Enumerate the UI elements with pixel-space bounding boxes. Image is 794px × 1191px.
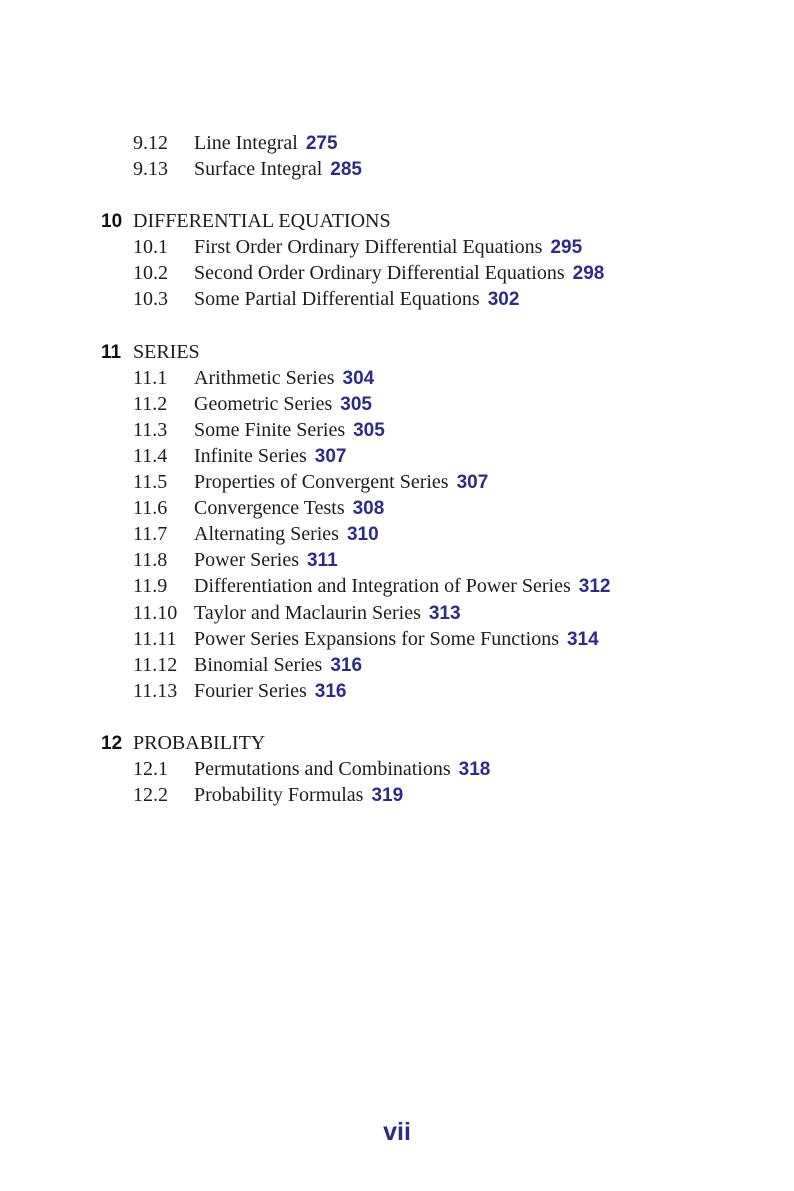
section-title-wrap (194, 445, 346, 468)
toc-entry[interactable] (0, 419, 794, 445)
toc-entry[interactable] (0, 628, 794, 654)
section-title-wrap (194, 680, 346, 703)
toc-entry[interactable] (0, 288, 794, 314)
toc-entry[interactable] (0, 654, 794, 680)
section-number: 11.2 (133, 392, 168, 415)
section-number: 11.8 (133, 549, 168, 572)
section-title-wrap (194, 497, 384, 520)
section-page-number[interactable]: 275 (305, 133, 338, 154)
chapter-heading[interactable] (0, 341, 794, 367)
section-title-wrap (194, 471, 488, 494)
section-title: Arithmetic Series (194, 366, 335, 389)
table-of-contents (0, 132, 794, 810)
section-number: 11.4 (133, 444, 168, 467)
section-title-wrap (194, 158, 362, 181)
section-title: Line Integral (194, 132, 298, 154)
section-page-number[interactable]: 298 (572, 263, 605, 285)
folio-page-number: vii (383, 1118, 411, 1146)
section-title-wrap (194, 575, 610, 598)
section-title: Fourier Series (194, 679, 307, 702)
section-page-number[interactable]: 318 (458, 758, 491, 780)
toc-entry[interactable] (0, 262, 794, 288)
section-title: Taylor and Maclaurin Series (194, 601, 421, 624)
section-page-number[interactable]: 308 (352, 498, 385, 520)
section-page-number[interactable]: 311 (306, 550, 338, 572)
toc-entry[interactable] (0, 523, 794, 549)
section-title: Infinite Series (194, 444, 307, 467)
chapter-heading[interactable] (0, 210, 794, 236)
chapter-title: SERIES (133, 340, 200, 363)
section-title: Alternating Series (194, 523, 339, 546)
toc-entry[interactable] (0, 575, 794, 601)
section-number: 12.2 (133, 784, 168, 807)
section-number: 12.1 (133, 757, 168, 780)
toc-entry[interactable] (0, 158, 794, 184)
section-title: First Order Ordinary Differential Equations (194, 236, 543, 259)
section-number: 11.1 (133, 366, 168, 389)
section-number: 11.7 (133, 523, 168, 546)
section-page-number[interactable]: 312 (578, 576, 611, 598)
chapter-number: 12 (101, 732, 123, 754)
section-number: 10.3 (133, 288, 168, 311)
section-title-wrap (194, 288, 519, 311)
section-title: Geometric Series (194, 392, 333, 415)
section-number: 11.9 (133, 575, 168, 598)
chapter-number: 11 (101, 341, 122, 363)
toc-entry[interactable] (0, 758, 794, 784)
section-title: Some Finite Series (194, 418, 346, 441)
section-title-wrap (194, 602, 461, 625)
section-number: 9.12 (133, 132, 168, 154)
section-page-number[interactable]: 285 (330, 159, 362, 181)
section-number: 11.11 (133, 627, 177, 650)
section-title-wrap (194, 419, 385, 442)
section-title-wrap (194, 549, 338, 572)
section-page-number[interactable]: 305 (353, 419, 385, 441)
section-title: Probability Formulas (194, 784, 364, 807)
section-page-number[interactable]: 319 (371, 785, 404, 807)
section-title-wrap (194, 262, 604, 285)
section-title-wrap (194, 628, 599, 651)
toc-entry[interactable] (0, 471, 794, 497)
section-title: Binomial Series (194, 653, 323, 676)
section-page-number[interactable]: 295 (550, 237, 583, 259)
toc-entry[interactable] (0, 680, 794, 706)
section-title-wrap (194, 523, 379, 546)
section-title: Convergence Tests (194, 497, 345, 520)
chapter-title: DIFFERENTIAL EQUATIONS (133, 210, 391, 233)
section-number: 10.2 (133, 262, 168, 285)
section-page-number[interactable]: 305 (340, 393, 372, 415)
section-page-number[interactable]: 316 (330, 654, 363, 676)
section-number: 11.13 (133, 679, 178, 702)
toc-entry[interactable] (0, 236, 794, 262)
section-page-number[interactable]: 314 (566, 628, 599, 650)
toc-entry[interactable] (0, 132, 794, 158)
section-page-number[interactable]: 302 (487, 289, 520, 311)
section-title: Surface Integral (194, 158, 323, 181)
toc-entry[interactable] (0, 393, 794, 419)
section-page-number[interactable]: 313 (428, 602, 461, 624)
section-title-wrap (194, 784, 403, 807)
toc-entry[interactable] (0, 497, 794, 523)
toc-entry[interactable] (0, 367, 794, 393)
section-number: 11.10 (133, 601, 178, 624)
toc-entry[interactable] (0, 784, 794, 810)
section-page-number[interactable]: 307 (314, 445, 347, 467)
section-title-wrap (194, 367, 374, 390)
section-title: Second Order Ordinary Differential Equations (194, 262, 565, 285)
toc-entry[interactable] (0, 445, 794, 471)
section-title: Power Series Expansions for Some Functions (194, 627, 559, 650)
chapter-title: PROBABILITY (133, 731, 266, 754)
section-title: Permutations and Combinations (194, 757, 451, 780)
toc-entry[interactable] (0, 602, 794, 628)
section-title-wrap (194, 236, 582, 259)
section-number: 11.5 (133, 471, 168, 494)
section-title-wrap (194, 654, 362, 677)
section-title: Power Series (194, 549, 299, 572)
section-page-number[interactable]: 316 (314, 680, 347, 702)
section-number: 10.1 (133, 236, 168, 259)
section-number: 11.3 (133, 418, 168, 441)
section-number: 11.12 (133, 653, 178, 676)
chapter-heading[interactable] (0, 732, 794, 758)
toc-entry[interactable] (0, 549, 794, 575)
section-title-wrap (194, 393, 372, 416)
section-page-number[interactable]: 310 (346, 524, 379, 546)
section-number: 9.13 (133, 158, 168, 181)
chapter-number: 10 (101, 211, 123, 233)
section-page-number[interactable]: 304 (342, 367, 375, 389)
section-number: 11.6 (133, 497, 168, 520)
section-title: Some Partial Differential Equations (194, 288, 480, 311)
section-title-wrap (194, 758, 490, 781)
section-title-wrap (194, 132, 338, 155)
section-title: Properties of Convergent Series (194, 471, 449, 494)
section-page-number[interactable]: 307 (456, 472, 489, 494)
section-title: Differentiation and Integration of Power Series (194, 575, 571, 598)
